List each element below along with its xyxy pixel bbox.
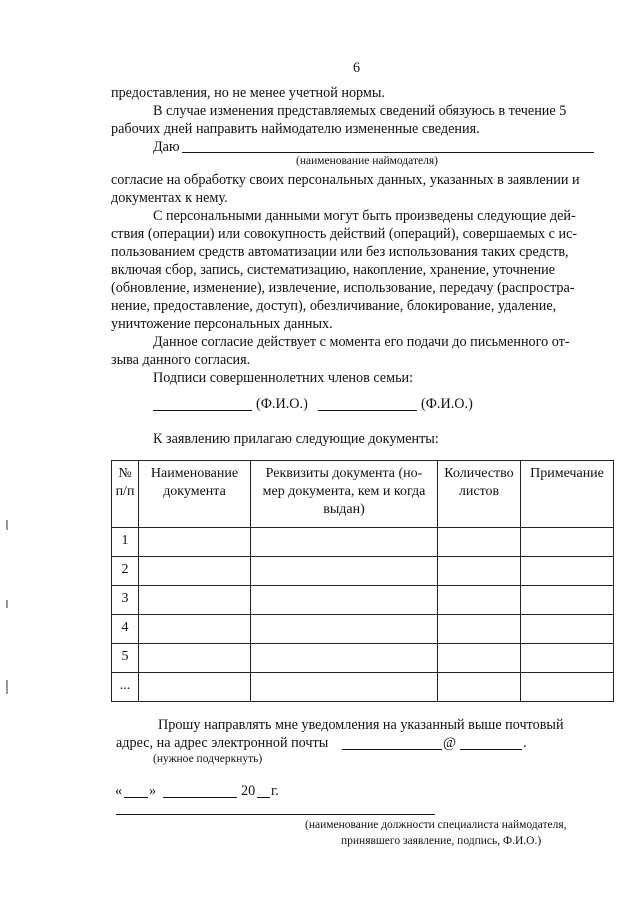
- cell-document-details: [251, 557, 438, 586]
- cell-document-details: [251, 615, 438, 644]
- date-month-blank: [163, 797, 237, 798]
- row-number: 3: [112, 586, 139, 615]
- cell-sheet-count: [438, 586, 521, 615]
- landlord-caption: (наименование наймодателя): [296, 155, 438, 167]
- header-document-details: Реквизиты документа (но- мер документа, кем и когда выдан): [251, 461, 438, 528]
- date-year-prefix: 20: [241, 783, 256, 799]
- row-number: 2: [112, 557, 139, 586]
- underline-note: (нужное подчеркнуть): [153, 753, 263, 765]
- fio-label: (Ф.И.О.): [256, 396, 308, 412]
- family-signature-blank-1: [153, 410, 252, 411]
- text-line: нение, предоставление, доступ), обезличивание, блокирование, удаление,: [111, 298, 557, 314]
- text-line: С персональными данными могут быть произведены следующие дей-: [153, 208, 576, 224]
- text-line: адрес, на адрес электронной почты: [116, 735, 329, 751]
- cell-document-name: [139, 644, 251, 673]
- family-signature-blank-2: [318, 410, 417, 411]
- text-line: пользованием средств автоматизации или без использования таких средств,: [111, 244, 569, 260]
- cell-sheet-count: [438, 615, 521, 644]
- cell-sheet-count: [438, 644, 521, 673]
- cell-sheet-count: [438, 557, 521, 586]
- table-row: [112, 586, 614, 615]
- cell-document-name: [139, 615, 251, 644]
- cell-note: [521, 557, 614, 586]
- scan-artifact: [6, 520, 8, 530]
- specialist-signature-blank: [116, 814, 435, 815]
- text-line: зыва данного согласия.: [111, 352, 251, 368]
- cell-document-details: [251, 528, 438, 557]
- documents-table: [111, 460, 614, 702]
- table-row: [112, 644, 614, 673]
- text-line: включая сбор, запись, систематизацию, накопление, хранение, уточнение: [111, 262, 556, 278]
- text-line: документах к нему.: [111, 190, 228, 206]
- email-domain-blank: [460, 749, 522, 750]
- cell-document-name: [139, 528, 251, 557]
- text-line: рабочих дней направить наймодателю измененные сведения.: [111, 121, 480, 137]
- date-year-suffix: г.: [271, 783, 279, 799]
- text-line: Подписи совершеннолетних членов семьи:: [153, 370, 414, 386]
- date-close-quote: »: [149, 783, 157, 799]
- scan-artifact: [6, 600, 8, 608]
- row-number: 1: [112, 528, 139, 557]
- text-line: В случае изменения представляемых сведений обязуюсь в течение 5: [153, 103, 567, 119]
- scan-artifact: [6, 680, 8, 694]
- text-line: К заявлению прилагаю следующие документы:: [153, 431, 439, 447]
- text-line: уничтожение персональных данных.: [111, 316, 333, 332]
- date-year-blank: [257, 797, 270, 798]
- cell-document-name: [139, 673, 251, 702]
- header-number: № п/п: [112, 461, 139, 528]
- table-header-row: [112, 461, 614, 528]
- text-line: Данное согласие действует с момента его подачи до письменного от-: [153, 334, 570, 350]
- text-line: (обновление, изменение), извлечение, использование, передачу (распростра-: [111, 280, 575, 296]
- cell-note: [521, 644, 614, 673]
- cell-note: [521, 528, 614, 557]
- cell-document-name: [139, 557, 251, 586]
- text-line: Прошу направлять мне уведомления на указанный выше почтовый: [158, 717, 564, 733]
- cell-document-details: [251, 586, 438, 615]
- table-row: [112, 615, 614, 644]
- text-line: предоставления, но не менее учетной нормы.: [111, 85, 385, 101]
- date-day-blank: [124, 797, 148, 798]
- row-number: 5: [112, 644, 139, 673]
- cell-note: [521, 615, 614, 644]
- cell-note: [521, 673, 614, 702]
- specialist-caption-line: (наименование должности специалиста наймодателя,: [305, 819, 567, 831]
- page-number: 6: [353, 60, 361, 76]
- specialist-caption-line: принявшего заявление, подпись, Ф.И.О.): [341, 835, 542, 847]
- cell-sheet-count: [438, 528, 521, 557]
- cell-document-details: [251, 644, 438, 673]
- header-document-name: Наименование документа: [139, 461, 251, 528]
- fio-label: (Ф.И.О.): [421, 396, 473, 412]
- text-line: согласие на обработку своих персональных данных, указанных в заявлении и: [111, 172, 580, 188]
- table-row: [112, 673, 614, 702]
- landlord-name-blank: [182, 152, 594, 153]
- table-row: [112, 528, 614, 557]
- text-line: ствия (операции) или совокупность действий (операций), совершаемых с ис-: [111, 226, 578, 242]
- row-number: 4: [112, 615, 139, 644]
- date-open-quote: «: [115, 783, 123, 799]
- email-dot: .: [523, 735, 527, 751]
- header-sheet-count: Количество листов: [438, 461, 521, 528]
- email-at-sign: @: [443, 735, 457, 751]
- cell-note: [521, 586, 614, 615]
- email-user-blank: [342, 749, 442, 750]
- row-number: ...: [112, 673, 139, 702]
- table-row: [112, 557, 614, 586]
- cell-document-name: [139, 586, 251, 615]
- consent-label: Даю: [153, 139, 180, 155]
- cell-sheet-count: [438, 673, 521, 702]
- cell-document-details: [251, 673, 438, 702]
- header-note: Примечание: [521, 461, 614, 528]
